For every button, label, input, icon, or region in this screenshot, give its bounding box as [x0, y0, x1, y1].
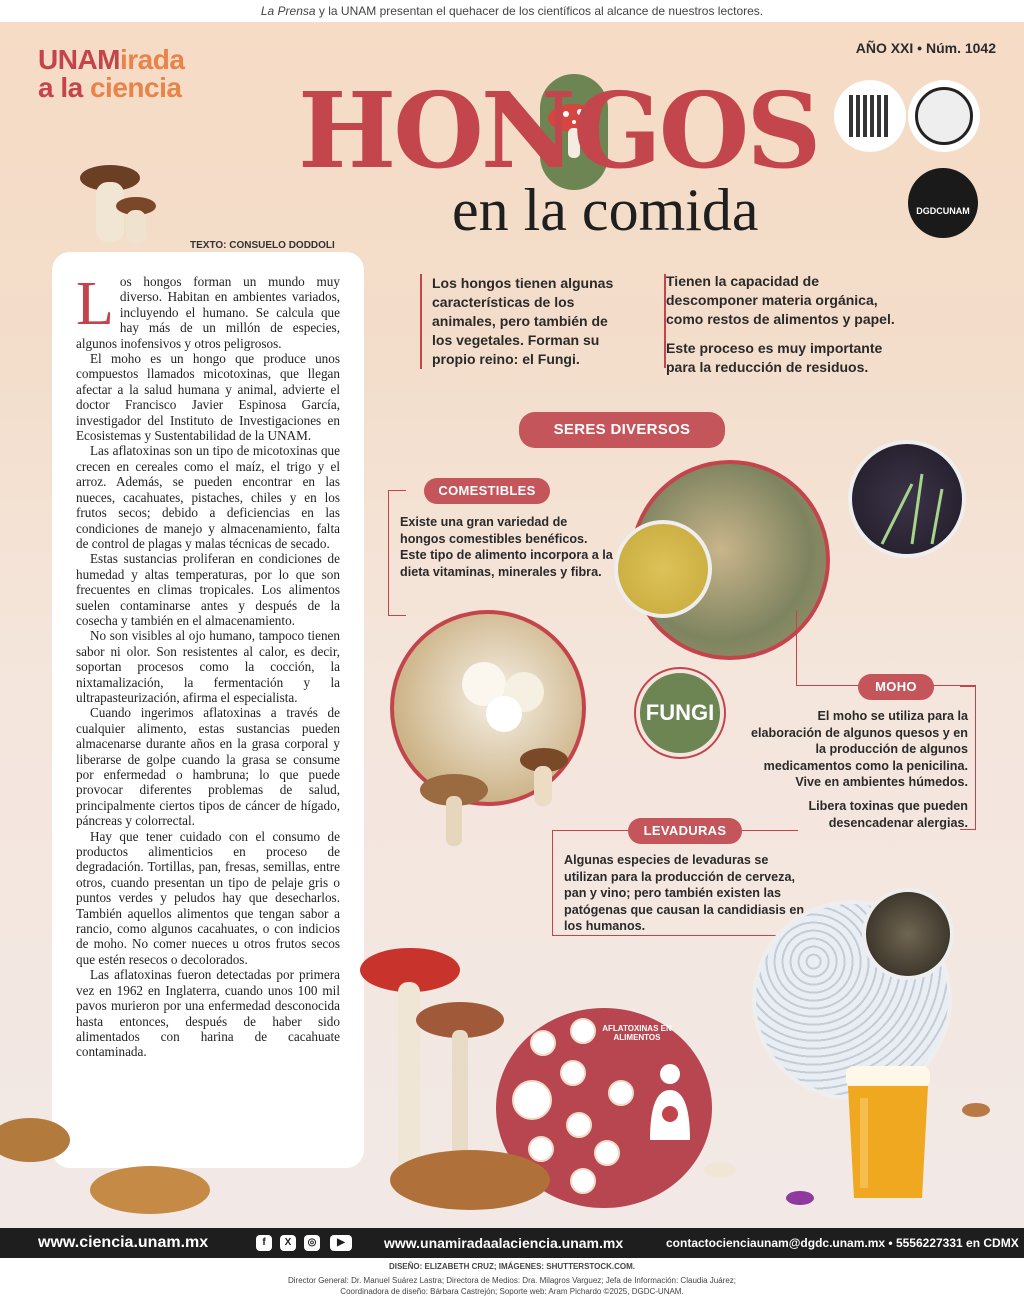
- youtube-icon[interactable]: ▶: [330, 1235, 352, 1251]
- footer-bar: [0, 1228, 1024, 1258]
- author-credit: TEXTO: CONSUELO DODDOLI: [190, 240, 335, 251]
- unamirada-logo[interactable]: UNAMirada a la ciencia: [38, 44, 185, 103]
- comestibles-label: COMESTIBLES: [424, 478, 550, 504]
- facebook-icon[interactable]: f: [256, 1235, 272, 1251]
- article-paragraph: Cuando ingerimos aflatoxinas a través de cualquier alimento, estas sustancias pueden almacenarse durante años en la grasa corporal y liberarse de golpe cuando la grasa se consume por enfermedad o hambruna; lo que puede provocar diferentes problemas de salud, principalmente ciertos tipos de cáncer de hígado, páncreas y colorrectal.: [76, 705, 340, 829]
- intro-right-rule: [664, 274, 666, 368]
- article-paragraph: Estas sustancias proliferan en condiciones de humedad y altas temperaturas, por lo que son frecuentes en climas tropicales. Los alimentos suelen contaminarse antes y después de la cosecha y también en el almacenamiento.: [76, 551, 340, 628]
- petri-dish-image: [614, 520, 712, 618]
- decorative-mushrooms-image: [0, 930, 1024, 1228]
- article-paragraph: No son visibles al ojo humano, tampoco tienen sabor ni olor. Son resistentes al calor, es decir, soportan procesos como la cocción, la nixtamalización, la fermentación y la ultrapasteurización, afirma el especialista.: [76, 628, 340, 705]
- instagram-icon[interactable]: ◎: [304, 1235, 320, 1251]
- article-paragraph: El moho es un hongo que produce unos compuestos llamados micotoxinas, que llegan afectar a la salud humana y animal, advierte el doctor Francisco Javier Espinosa García, investigador del Instituto de Investigaciones en Ecosistemas y Sustentabilidad de la UNAM.: [76, 351, 340, 444]
- title-sub: en la comida: [452, 177, 759, 243]
- qr-code[interactable]: [834, 80, 906, 152]
- moho-label: MOHO: [858, 674, 934, 700]
- article-paragraph: Las aflatoxinas son un tipo de micotoxinas que crecen en cereales como el maíz, el trigo y el arroz. Además, se pueden encontrar en las nueces, cacahuates, pistaches, chiles y en los frutos secos; debido a deficiencias en las condiciones de manejo y almacenamiento, falta de control de plagas y malas técnicas de secado.: [76, 443, 340, 551]
- staff-credit-1: Director General: Dr. Manuel Suárez Lastra; Directora de Medios: Dra. Milagros Varguez; Jefa de Información: Claudia Juárez;: [287, 1276, 737, 1285]
- top-banner: La Prensa y la UNAM presentan el quehacer de los científicos al alcance de nuestros lectores.: [260, 4, 764, 18]
- qr-code-icon: [849, 95, 891, 137]
- issue-info: AÑO XXI • Núm. 1042: [855, 40, 996, 56]
- footer-contact: contactocienciaunam@dgdc.unam.mx • 5556227331 en CDMX: [666, 1236, 1019, 1250]
- intro-left: Los hongos tienen algunas características de los animales, pero también de los vegetales. Forman su propio reino: el Fungi.: [420, 274, 630, 369]
- comestibles-text: Existe una gran variedad de hongos comestibles benéficos. Este tipo de alimento incorpora a la dieta vitaminas, minerales y fibra.: [400, 515, 613, 579]
- unam-seal: [908, 80, 980, 152]
- mold-microscope-image: [848, 440, 966, 558]
- moho-text-2: Libera toxinas que pueden desencadenar alergias.: [808, 799, 968, 830]
- unam-seal-icon: [915, 87, 973, 145]
- design-credit: DISEÑO: ELIZABETH CRUZ; IMÁGENES: SHUTTERSTOCK.COM.: [388, 1262, 636, 1271]
- moho-text-1: El moho se utiliza para la elaboración de algunos quesos y en la producción de algunos medicamentos como la penicilina. Vive en ambientes húmedos.: [751, 709, 968, 790]
- article-paragraph: os hongos forman un mundo muy diverso. Habitan en ambientes variados, incluyendo el humano. Se calcula que hay más de un millón de especies, algunos inofensivos y otros peligrosos.: [76, 274, 340, 351]
- article-paragraph: Las aflatoxinas fueron detectadas por primera vez en 1962 en Inglaterra, cuando unos 100 mil pavos murieron por una enfermedad desconocida hasta entonces, después de haber sido alimentados con harina de cacahuate contaminada.: [76, 967, 340, 1060]
- title-main: HONGOS: [298, 69, 819, 192]
- footer-site-link[interactable]: www.ciencia.unam.mx: [38, 1234, 209, 1251]
- footer-site-link-2[interactable]: www.unamiradaalaciencia.unam.mx: [384, 1235, 624, 1251]
- fungi-badge: FUNGI: [636, 669, 724, 757]
- section-title: SERES DIVERSOS: [519, 412, 725, 448]
- staff-credit-2: Coordinadora de diseño: Bárbara Castrejón; Soporte web: Aram Pichardo ©2025, DGDC-UNAM.: [340, 1287, 684, 1296]
- x-icon[interactable]: X: [280, 1235, 296, 1251]
- drop-cap: L: [76, 270, 114, 338]
- levaduras-text: Algunas especies de levaduras se utilizan para la producción de cerveza, pan y vino; pero también existen las patógenas que causan la candidiasis en los humanos.: [564, 853, 805, 934]
- aflatoxinas-title: AFLATOXINAS EN ALIMENTOS: [602, 1024, 672, 1042]
- levaduras-label: LEVADURAS: [628, 818, 742, 844]
- dgdc-logo: DGDCUNAM: [908, 168, 978, 238]
- intro-right: Tienen la capacidad de descomponer materia orgánica, como restos de alimentos y papel. Este proceso es muy importante para la reducción de residuos.: [666, 273, 895, 375]
- porcini-mushrooms-image: [78, 160, 168, 252]
- article-paragraph: Hay que tener cuidado con el consumo de productos alimenticios en proceso de degradación. Tortillas, pan, fresas, semillas, entre otros, cuando presentan un tipo de pelaje gris o puntos verdes y peludos hay que desecharlos. También aquellos alimentos que tengan sabor a rancio, como algunos cacahuates, o con indicios de moho. No comer nueces u otros frutos secos que estén resecos o decolorados.: [76, 828, 340, 967]
